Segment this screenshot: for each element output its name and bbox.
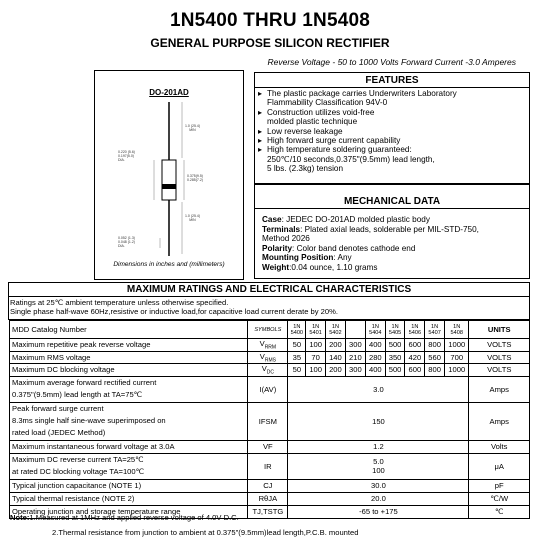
header-part: 1N 5408 xyxy=(444,321,469,339)
header-part: 1N 5400 xyxy=(288,321,306,339)
features-list xyxy=(258,89,503,174)
value-cell: 100 xyxy=(306,339,326,352)
unit-cell: Volts xyxy=(469,440,530,453)
bullet-icon: ▸ xyxy=(258,89,263,98)
bullet-icon xyxy=(258,164,267,173)
param-symbol: $V_{RRM}$ xyxy=(248,339,288,352)
value-cell: 1000 xyxy=(444,339,469,352)
param-name: Maximum DC blocking voltage xyxy=(10,364,248,377)
package-name: DO-201AD xyxy=(149,88,189,97)
diode-drawing xyxy=(94,98,244,258)
ratings-title: MAXIMUM RATINGS AND ELECTRICAL CHARACTERISTICS xyxy=(126,284,412,295)
table-row xyxy=(10,492,530,505)
value-cell: -65 to +175 xyxy=(288,505,469,518)
feature-item: Flammability Classification 94V-0 xyxy=(258,98,503,107)
unit-cell: Amps xyxy=(469,376,530,402)
value-cell: 280 xyxy=(365,351,385,364)
param-symbol: $V_{DC}$ xyxy=(248,364,288,377)
value-cell: 500 xyxy=(385,339,405,352)
param-name: Peak forward surge current 8.3ms single half sine-wave superimposed on rated load (JEDEC Method) xyxy=(10,402,248,440)
unit-cell: VOLTS xyxy=(469,339,530,352)
value-cell: 20.0 xyxy=(288,492,469,505)
feature-item: ▸ Construction utilizes void-free xyxy=(258,107,375,117)
header-part: 1N 5407 xyxy=(425,321,445,339)
value-cell: 350 xyxy=(385,351,405,364)
feature-item: molded plastic technique xyxy=(258,117,503,126)
param-symbol: CJ xyxy=(248,479,288,492)
page-subtitle: GENERAL PURPOSE SILICON RECTIFIER xyxy=(150,36,390,50)
header-part: 1N 5406 xyxy=(405,321,425,339)
param-symbol: RθJA xyxy=(248,492,288,505)
value-cell: 50 xyxy=(288,364,306,377)
table-row xyxy=(10,440,530,453)
table-row xyxy=(10,453,530,479)
bullet-icon: ▸ xyxy=(258,107,263,117)
table-header-row xyxy=(10,321,530,339)
table-row xyxy=(10,479,530,492)
unit-cell: Amps xyxy=(469,402,530,440)
value-cell: 420 xyxy=(405,351,425,364)
value-cell: 200 xyxy=(326,364,346,377)
unit-cell: pF xyxy=(469,479,530,492)
value-cell: 600 xyxy=(405,364,425,377)
value-cell: 400 xyxy=(365,339,385,352)
feature-item: ▸ High forward surge current capability xyxy=(258,136,401,146)
value-cell: 300 xyxy=(345,364,365,377)
table-row xyxy=(10,364,530,377)
value-cell: 1000 xyxy=(444,364,469,377)
cathode-band xyxy=(162,184,176,189)
bullet-icon xyxy=(258,117,267,126)
param-name: Operating junction and storage temperature range xyxy=(10,505,248,518)
notes xyxy=(10,510,358,540)
header-part: 1N 5401 xyxy=(306,321,326,339)
param-name: Typical thermal resistance (NOTE 2) xyxy=(10,492,248,505)
ratings-table xyxy=(9,320,530,519)
header-units: UNITS xyxy=(469,321,530,339)
ratings-line: Reverse Voltage - 50 to 1000 Volts Forward Current -3.0 Amperes xyxy=(267,57,516,67)
param-name: Maximum DC reverse current TA=25℃ at rated DC blocking voltage TA=100℃ xyxy=(10,453,248,479)
value-cell: 140 xyxy=(326,351,346,364)
unit-cell: VOLTS xyxy=(469,351,530,364)
header-catalog: MDD Catalog Number xyxy=(10,321,248,339)
feature-item: ▸ Low reverse leakage xyxy=(258,126,343,136)
ratings-title-rule xyxy=(8,296,530,297)
value-cell: 1.2 xyxy=(288,440,469,453)
bullet-icon: ▸ xyxy=(258,126,263,136)
dim-body-len: 0.375(9.5) 0.285(7.2) xyxy=(187,174,203,182)
value-cell: 5.0 100 xyxy=(288,453,469,479)
bullet-icon xyxy=(258,155,267,164)
param-symbol: TJ,TSTG xyxy=(248,505,288,518)
unit-cell: ℃/W xyxy=(469,492,530,505)
feature-item: ▸ High temperature soldering guaranteed: xyxy=(258,145,412,155)
value-cell: 150 xyxy=(288,402,469,440)
unit-cell: μA xyxy=(469,453,530,479)
param-symbol: I(AV) xyxy=(248,376,288,402)
mechanical-title-rule xyxy=(254,208,530,209)
feature-item: ▸ The plastic package carries Underwriters Laboratory xyxy=(258,89,457,98)
table-row xyxy=(10,376,530,402)
header-part: 1N 5405 xyxy=(385,321,405,339)
bullet-icon: ▸ xyxy=(258,145,263,155)
value-cell: 800 xyxy=(425,364,445,377)
param-symbol: VF xyxy=(248,440,288,453)
param-name: Maximum average forward rectified current 0.375"(9.5mm) lead length at TA=75℃ xyxy=(10,376,248,402)
header-part: 1N 5402 xyxy=(326,321,346,339)
dim-lead-bottom: 1.0 (25.4) MIN xyxy=(185,214,200,222)
header-symbols: SYMBOLS xyxy=(248,321,288,339)
header-part: 1N 5404 xyxy=(365,321,385,339)
dim-lead-top: 1.0 (25.4) MIN xyxy=(185,124,200,132)
param-name: Maximum RMS voltage xyxy=(10,351,248,364)
mechanical-title: MECHANICAL DATA xyxy=(343,196,441,207)
value-cell: 200 xyxy=(326,339,346,352)
value-cell: 800 xyxy=(425,339,445,352)
value-cell: 210 xyxy=(345,351,365,364)
param-name: Maximum repetitive peak reverse voltage xyxy=(10,339,248,352)
dim-lead-dia: 0.052 (1.3) 0.048 (1.2) DIA. xyxy=(118,236,135,248)
table-row xyxy=(10,351,530,364)
unit-cell: ℃ xyxy=(469,505,530,518)
bullet-icon: ▸ xyxy=(258,136,263,146)
table-row xyxy=(10,402,530,440)
ratings-conditions: Ratings at 25℃ ambient temperature unless otherwise specified. Single phase half-wave 60Hz,resistive or inductive load,for capacitive load current derate by 20%. xyxy=(10,298,338,316)
value-cell: 50 xyxy=(288,339,306,352)
param-name: Typical junction capacitance (NOTE 1) xyxy=(10,479,248,492)
value-cell: 70 xyxy=(306,351,326,364)
dim-body-dia: 0.220 (5.6) 0.197(5.0) DIA. xyxy=(118,150,135,162)
bullet-icon xyxy=(258,98,267,107)
mechanical-data: Case: JEDEC DO-201AD molded plastic body Terminals: Plated axial leads, solderable per MIL-STD-750, Method 2026 Polarity: Color band denotes cathode end Mounting Position: Any Weight:0.04 ounce, 1.10 grams xyxy=(262,215,479,272)
note-1: Note:1.Measured at 1MHz and applied reverse voltage of 4.0V D.C. xyxy=(10,513,239,522)
param-symbol: IFSM xyxy=(248,402,288,440)
value-cell: 560 xyxy=(425,351,445,364)
value-cell: 3.0 xyxy=(288,376,469,402)
features-title-rule xyxy=(254,87,530,88)
value-cell: 700 xyxy=(444,351,469,364)
package-caption: Dimensions in inches and (millimeters) xyxy=(113,261,225,268)
header-part xyxy=(345,321,365,339)
diode-body xyxy=(162,160,176,200)
note-2: 2.Thermal resistance from junction to ambient at 0.375"(9.5mm)lead length,P.C.B. mounted xyxy=(52,528,359,537)
value-cell: 600 xyxy=(405,339,425,352)
param-symbol: $V_{RMS}$ xyxy=(248,351,288,364)
value-cell: 300 xyxy=(345,339,365,352)
page-title: 1N5400 THRU 1N5408 xyxy=(169,10,371,31)
value-cell: 400 xyxy=(365,364,385,377)
param-symbol: IR xyxy=(248,453,288,479)
value-cell: 30.0 xyxy=(288,479,469,492)
features-title: FEATURES xyxy=(365,75,419,86)
table-row xyxy=(10,339,530,352)
feature-item: 250℃/10 seconds,0.375"(9.5mm) lead length, xyxy=(258,155,503,164)
value-cell: 500 xyxy=(385,364,405,377)
value-cell: 35 xyxy=(288,351,306,364)
param-name: Maximum instantaneous forward voltage at 3.0A xyxy=(10,440,248,453)
value-cell: 100 xyxy=(306,364,326,377)
unit-cell: VOLTS xyxy=(469,364,530,377)
feature-item: 5 lbs. (2.3kg) tension xyxy=(258,164,503,173)
